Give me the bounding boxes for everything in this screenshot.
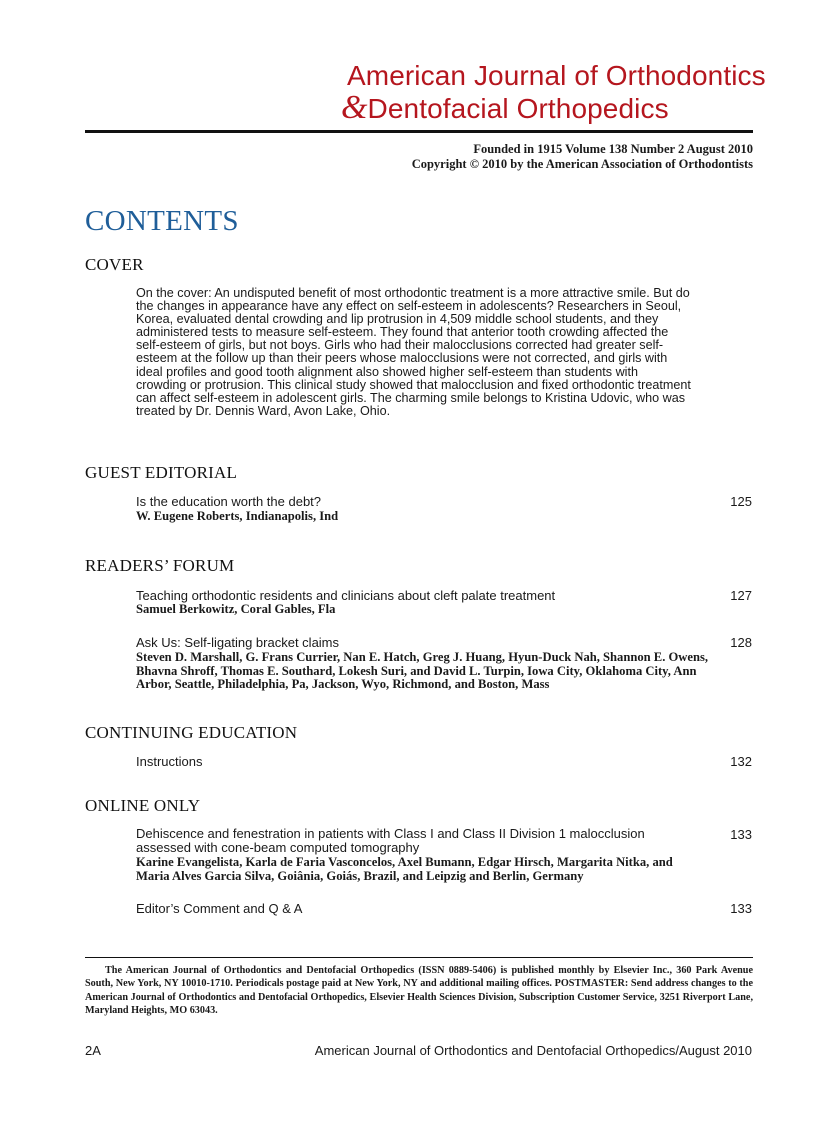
publication-note: The American Journal of Orthodontics and Dentofacial Orthopedics (ISSN 0889-5406) is published monthly by Elsevier Inc., 360 Park Avenue South, New York, NY 10010-1710. Periodicals postage paid at New York, NY and additional mailing offices. POSTMASTER: Send address changes to the American Journal of Orthodontics and Dentofacial Orthopedics, Elsevier Health Sciences Division, Subscription Customer Service, 3251 Riverport Lane, Maryland Heights, MO 63043. xyxy=(85,965,753,1016)
entry-page-education-debt[interactable]: 125 xyxy=(730,494,752,509)
entry-page-instructions[interactable]: 132 xyxy=(730,754,752,769)
section-heading-readers-forum: READERS’ FORUM xyxy=(85,556,235,575)
journal-title-line2-text: Dentofacial Orthopedics xyxy=(367,93,669,124)
entry-authors-education-debt: W. Eugene Roberts, Indianapolis, Ind xyxy=(136,509,339,523)
entry-page-cleft-palate[interactable]: 127 xyxy=(730,588,752,603)
entry-authors-dehiscence: Karine Evangelista, Karla de Faria Vasconcelos, Axel Bumann, Edgar Hirsch, Margarita Nitka, and Maria Alves Garcia Silva, Goiânia, Goiás, Brazil, and Leipzig and Berlin, Germany xyxy=(136,855,673,883)
footer-rule xyxy=(85,957,753,958)
entry-title-instructions[interactable]: Instructions xyxy=(136,754,203,769)
header-rule xyxy=(85,130,753,133)
entry-title-self-ligating[interactable]: Ask Us: Self-ligating bracket claims xyxy=(136,635,340,650)
section-heading-online-only: ONLINE ONLY xyxy=(85,796,201,815)
entry-title-education-debt[interactable]: Is the education worth the debt? xyxy=(136,494,322,509)
page-folio: 2A xyxy=(85,1043,101,1058)
copyright-line: Copyright © 2010 by the American Association of Orthodontists xyxy=(411,157,753,171)
journal-ampersand: & xyxy=(341,89,368,126)
journal-title-line1: American Journal of Orthodontics xyxy=(347,60,766,91)
founded-line: Founded in 1915 Volume 138 Number 2 August 2010 xyxy=(473,142,753,156)
entry-title-editors-comment[interactable]: Editor’s Comment and Q & A xyxy=(136,901,303,916)
section-heading-continuing-education: CONTINUING EDUCATION xyxy=(85,723,298,742)
entry-title-cleft-palate[interactable]: Teaching orthodontic residents and clinicians about cleft palate treatment xyxy=(136,588,556,603)
entry-page-editors-comment[interactable]: 133 xyxy=(730,901,752,916)
entry-title-dehiscence[interactable]: Dehiscence and fenestration in patients with Class I and Class II Division 1 malocclusion assessed with cone-beam computed tomography xyxy=(136,826,645,855)
issue-info xyxy=(412,142,753,172)
entry-authors-cleft-palate: Samuel Berkowitz, Coral Gables, Fla xyxy=(136,602,336,616)
entry-authors-self-ligating: Steven D. Marshall, G. Frans Currier, Nan E. Hatch, Greg J. Huang, Hyun-Duck Nah, Shannon E. Owens, Bhavna Shroff, Thomas E. Southard, Lokesh Suri, and David L. Turpin, Iowa City, Oklahoma City, Ann Arbor, Seattle, Philadelphia, Pa, Jackson, Wyo, Richmond, and Boston, Mass xyxy=(136,650,709,691)
running-footer: American Journal of Orthodontics and Dentofacial Orthopedics/August 2010 xyxy=(314,1043,752,1058)
cover-description: On the cover: An undisputed benefit of most orthodontic treatment is a more attractive smile. But do the changes in appearance have any effect on self-esteem in adolescents? Researchers in Seoul, Korea, evaluated dental crowding and lip protrusion in 4,509 middle school students, and they administered tests to measure self-esteem. They found that anterior tooth crowding affected the self-esteem of girls, but not boys. Girls who had their malocclusions corrected had greater self-esteem at the follow up than their peers whose malocclusions were not corrected, and girls with ideal profiles and good tooth alignment also showed higher self-esteem than students with crowding or protrusion. This clinical study showed that malocclusion and fixed orthodontic treatment can affect self-esteem in adolescent girls. The charming smile belongs to Kristina Udovic, who was treated by Dr. Dennis Ward, Avon Lake, Ohio. xyxy=(136,286,691,418)
entry-page-dehiscence[interactable]: 133 xyxy=(730,827,752,842)
contents-heading: CONTENTS xyxy=(85,205,239,237)
entry-page-self-ligating[interactable]: 128 xyxy=(730,635,752,650)
journal-title xyxy=(341,60,766,126)
journal-title-line2 xyxy=(341,89,766,126)
section-heading-guest-editorial: GUEST EDITORIAL xyxy=(85,463,238,482)
section-heading-cover: COVER xyxy=(85,255,144,274)
